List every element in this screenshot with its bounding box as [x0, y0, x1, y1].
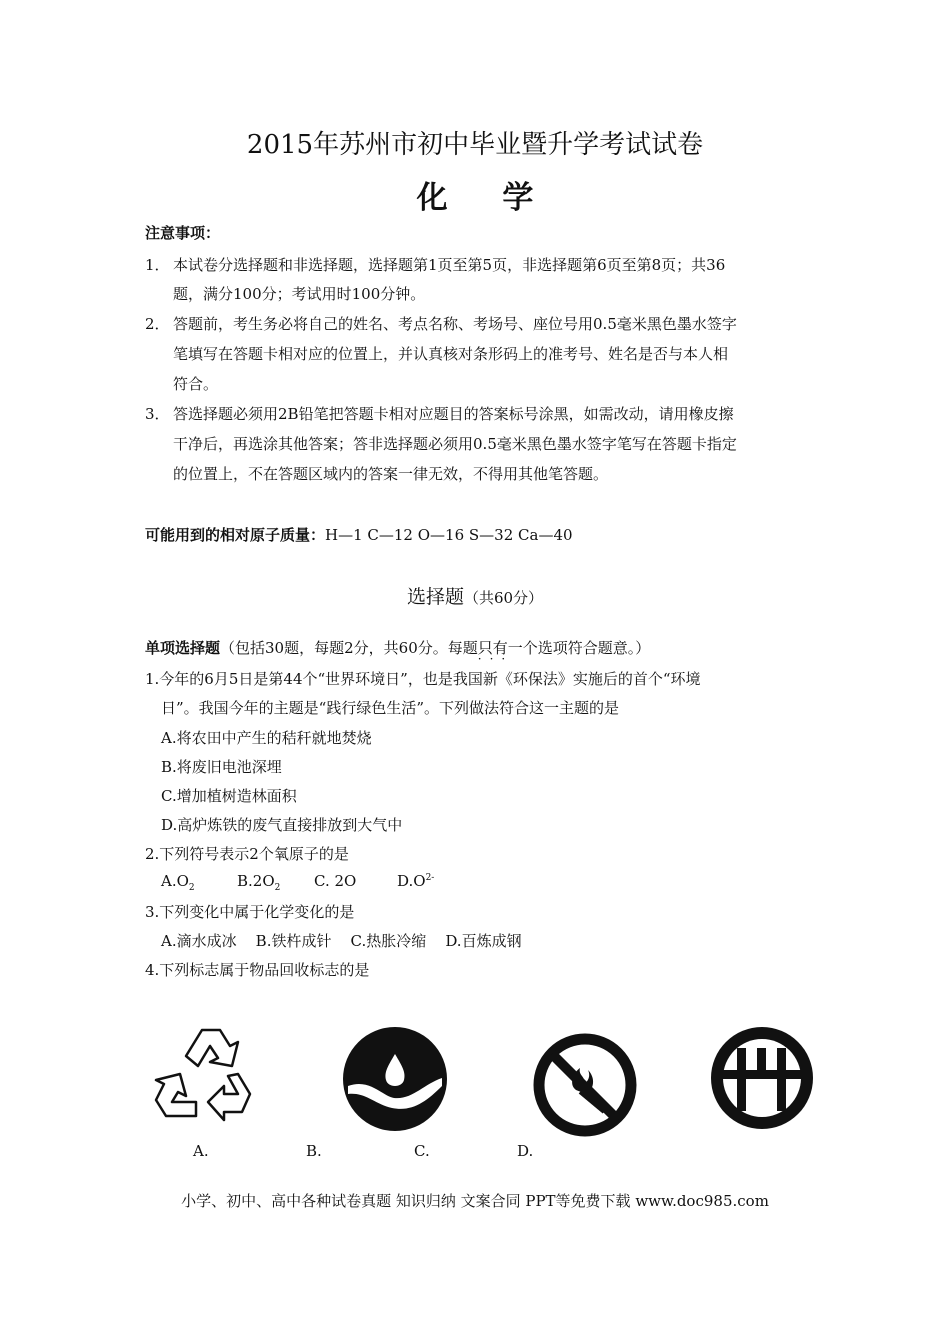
atomic-masses-label: 可能用到的相对原子质量： [145, 526, 326, 544]
notice-num: 2． [145, 315, 170, 333]
emphasis-text: 只有一个 ··· [478, 639, 538, 657]
notice-num: 3． [145, 405, 170, 423]
notice-line: 题，满分100分；考试用时100分钟。 [173, 285, 426, 303]
notice-line: 本试卷分选择题和非选择题，选择题第1页至第5页，非选择题第6页至第8页；共36 [173, 256, 726, 274]
option-c: C. 2O [314, 872, 357, 890]
atomic-masses-values: H—1 C—12 O—16 S—32 Ca—40 [325, 526, 573, 544]
notice-line: 干净后，再选涂其他答案；答非选择题必须用0.5毫米黑色墨水签字笔写在答题卡指定 [173, 435, 737, 453]
notice-line: 答选择题必须用2B铅笔把答题卡相对应题目的答案标号涂黑，如需改动，请用橡皮擦 [173, 405, 734, 423]
no-fire-icon [532, 1032, 638, 1138]
single-choice-intro [145, 637, 650, 658]
question-stem: 2.下列符号表示2个氧原子的是 [145, 845, 349, 863]
notice-line: 笔填写在答题卡相对应的位置上，并认真核对条形码上的准考号、姓名是否与本人相 [173, 345, 729, 363]
section-title: 选择题 [406, 586, 464, 608]
section-heading [0, 582, 950, 609]
option-a: $A.O_2$ [161, 872, 195, 893]
question-stem: 日”。我国今年的主题是“践行绿色生活”。下列做法符合这一主题的是 [161, 699, 620, 717]
single-choice-label: 单项选择题 [145, 639, 221, 657]
single-choice-desc-end: 选项符合题意。） [537, 639, 651, 657]
option-d: $D.O^{2-}$ [397, 872, 435, 890]
notice-line: 符合。 [173, 375, 219, 393]
question-stem: 3.下列变化中属于化学变化的是 [145, 903, 355, 921]
question-options: A.滴水成冰 B.铁杵成针 C.热胀冷缩 D.百炼成钢 [161, 932, 522, 950]
single-choice-desc: （包括30题，每题2分，共60分。每题 [220, 639, 478, 657]
option-b: $B.2O_2$ [237, 872, 281, 893]
page-footer: 小学、初中、高中各种试卷真题 知识归纳 文案合同 PPT等免费下载 www.doc985.com [181, 1192, 769, 1210]
notice-num: 1． [145, 256, 170, 274]
water-saving-icon [342, 1026, 448, 1132]
option-d-label: D. [517, 1142, 534, 1160]
notice-line: 答题前，考生务必将自己的姓名、考点名称、考场号、座位号用0.5毫米黑色墨水签字 [173, 315, 737, 333]
option-a-label: A. [193, 1142, 209, 1160]
subject-title: 化 学 [416, 180, 556, 216]
option-c-label: C. [414, 1142, 430, 1160]
notice-line: 的位置上，不在答题区域内的答案一律无效，不得用其他笔答题。 [173, 465, 609, 483]
option-a: A.将农田中产生的秸秆就地焚烧 [161, 729, 372, 747]
option-d: D.高炉炼铁的废气直接排放到大气中 [161, 816, 403, 834]
energy-saving-icon [710, 1026, 814, 1130]
notice-heading: 注意事项： [145, 224, 221, 242]
recycle-icon [150, 1022, 258, 1122]
atomic-masses [145, 524, 573, 545]
question-stem: 4.下列标志属于物品回收标志的是 [145, 961, 370, 979]
section-score: （共60分） [463, 589, 544, 607]
option-b: B.将废旧电池深埋 [161, 758, 282, 776]
option-c: C.增加植树造林面积 [161, 787, 297, 805]
option-b-label: B. [306, 1142, 322, 1160]
question-stem: 1.今年的6月5日是第44个“世界环境日”，也是我国新《环保法》实施后的首个“环境 [145, 670, 701, 688]
exam-title: 2015年苏州市初中毕业暨升学考试试卷 [246, 130, 704, 160]
